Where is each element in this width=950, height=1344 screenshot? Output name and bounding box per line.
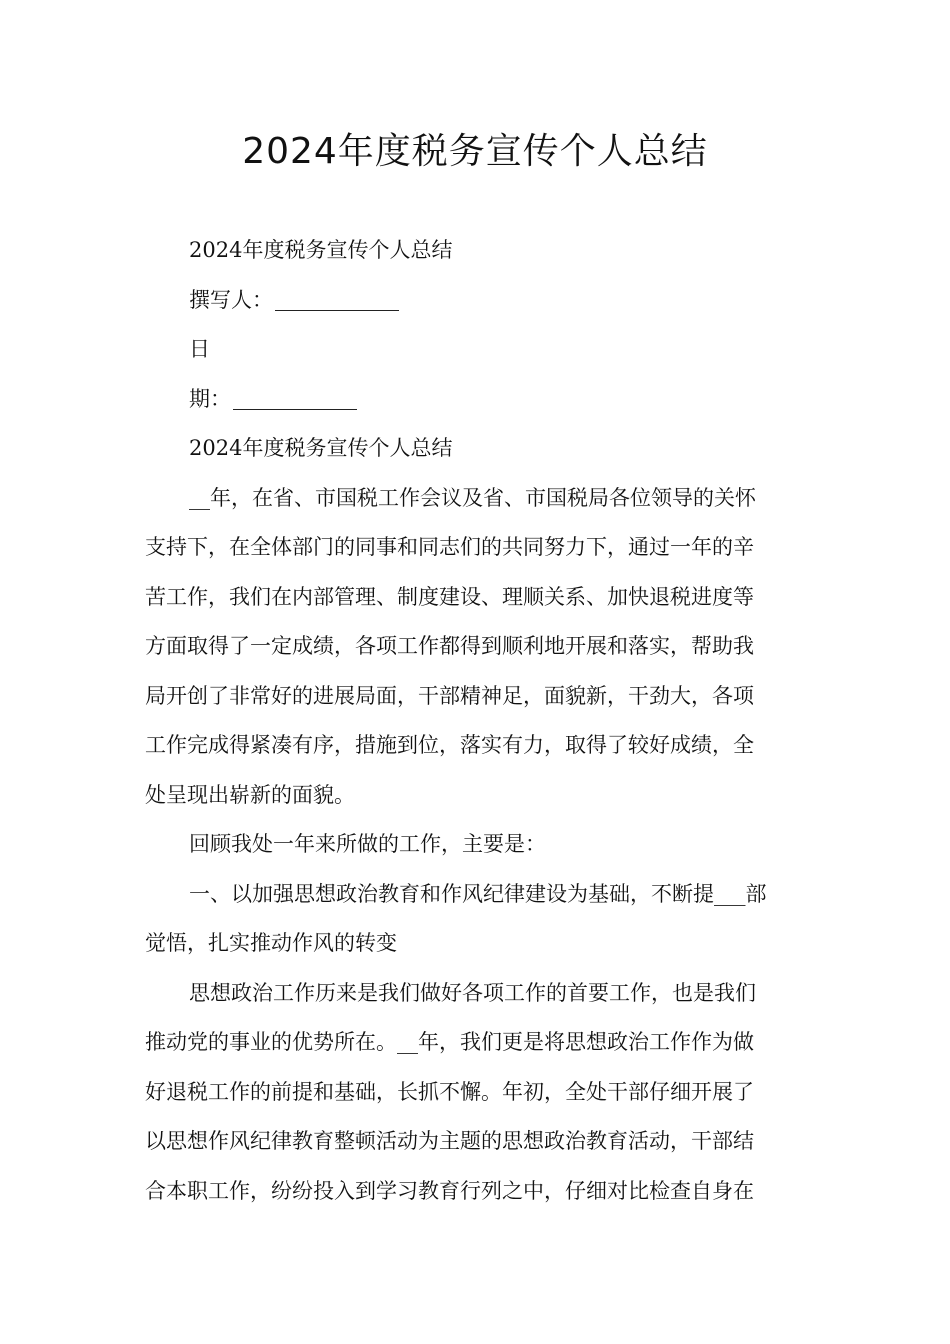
author-line bbox=[145, 276, 809, 326]
document-title: 2024年度税务宣传个人总结 bbox=[242, 131, 708, 172]
paragraph-line: 处呈现出崭新的面貌。 bbox=[145, 782, 355, 807]
section-title: 2024年度税务宣传个人总结 bbox=[189, 436, 453, 460]
paragraph-1 bbox=[145, 474, 809, 821]
date-label-line-1: 日 bbox=[189, 337, 210, 361]
paragraph-line: 支持下，在全体部门的同事和同志们的共同努力下，通过一年的辛 bbox=[145, 535, 754, 559]
paragraph-3 bbox=[145, 870, 809, 969]
paragraph-line: 好退税工作的前提和基础，长抓不懈。年初，全处干部仔细开展了 bbox=[145, 1079, 754, 1104]
paragraph-line: 思想政治工作历来是我们做好各项工作的首要工作，也是我们 bbox=[189, 980, 756, 1005]
paragraph-line: 以思想作风纪律教育整顿活动为主题的思想政治教育活动，干部结 bbox=[145, 1129, 754, 1153]
paragraph-line: 推动党的事业的优势所在。__年，我们更是将思想政治工作作为做 bbox=[145, 1030, 754, 1054]
paragraph-line: 觉悟，扎实推动作风的转变 bbox=[145, 931, 397, 955]
header-title: 2024年度税务宣传个人总结 bbox=[189, 238, 453, 262]
paragraph-line: 方面取得了一定成绩，各项工作都得到顺利地开展和落实，帮助我 bbox=[145, 634, 754, 658]
date-label: 期： bbox=[189, 386, 231, 411]
paragraph-2 bbox=[145, 820, 809, 870]
author-blank bbox=[275, 284, 399, 311]
paragraph-line: 苦工作，我们在内部管理、制度建设、理顺关系、加快退税进度等 bbox=[145, 584, 754, 609]
paragraph-line: 局开创了非常好的进展局面，干部精神足，面貌新，干劲大，各项 bbox=[145, 683, 754, 708]
paragraph-4 bbox=[145, 969, 809, 1217]
paragraph-line: 合本职工作，纷纷投入到学习教育行列之中，仔细对比检查自身在 bbox=[145, 1178, 754, 1203]
paragraph-line: 一、以加强思想政治教育和作风纪律建设为基础，不断提___部 bbox=[189, 881, 767, 906]
paragraph-line: 工作完成得紧凑有序，措施到位，落实有力，取得了较好成绩，全 bbox=[145, 733, 754, 757]
date-blank bbox=[233, 383, 357, 410]
date-line bbox=[145, 375, 809, 425]
paragraph-line: 回顾我处一年来所做的工作，主要是： bbox=[189, 832, 546, 856]
document-body bbox=[145, 226, 809, 1216]
paragraph-line: __年，在省、市国税工作会议及省、市国税局各位领导的关怀 bbox=[189, 485, 756, 510]
author-label: 撰写人： bbox=[189, 287, 273, 312]
